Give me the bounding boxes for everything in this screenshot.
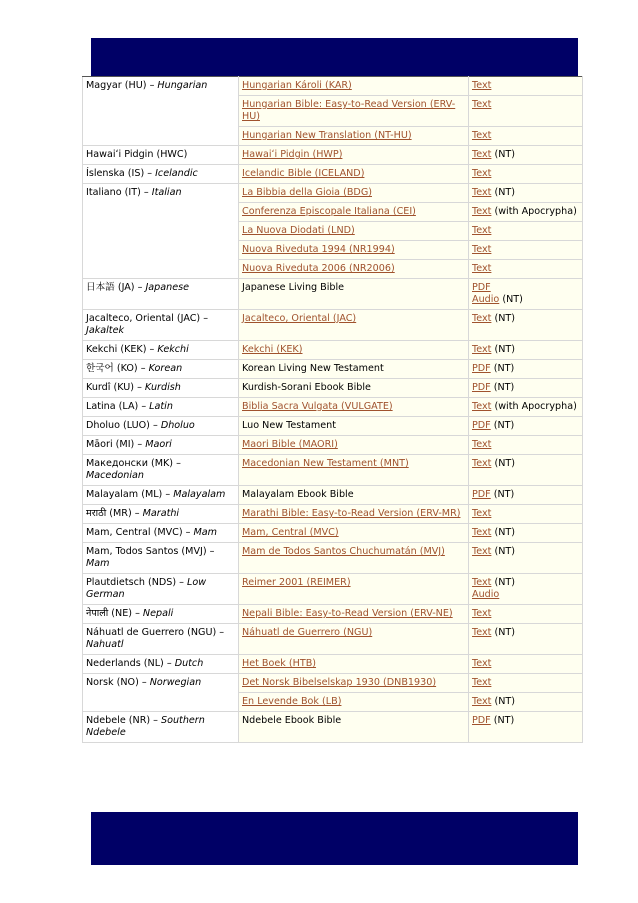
- text-link[interactable]: Text: [472, 149, 492, 160]
- table-row: [83, 165, 583, 184]
- bible-link[interactable]: Mam de Todos Santos Chuchumatán (MVJ): [242, 546, 445, 557]
- format-cell: [469, 417, 583, 436]
- table-row: [83, 341, 583, 360]
- language-cell: [83, 360, 239, 379]
- language-cell: [83, 605, 239, 624]
- language-cell: [83, 310, 239, 341]
- format-cell: [469, 222, 583, 241]
- language-cell: [83, 398, 239, 417]
- bible-link[interactable]: Mam, Central (MVC): [242, 527, 339, 538]
- language-cell: [83, 712, 239, 743]
- language-english-name: Kurdish: [144, 382, 181, 393]
- bible-cell: [239, 486, 469, 505]
- language-name: Plautdietsch (NDS) –: [86, 577, 188, 588]
- text-link[interactable]: Text: [472, 130, 492, 141]
- text-link[interactable]: Text: [472, 401, 492, 412]
- language-english-name: Icelandic: [155, 168, 198, 179]
- language-english-name: Italian: [151, 187, 182, 198]
- language-cell: [83, 655, 239, 674]
- language-english-name: Jakaltek: [86, 325, 125, 336]
- language-cell: [83, 486, 239, 505]
- bible-link[interactable]: Nuova Riveduta 1994 (NR1994): [242, 244, 395, 255]
- bible-cell: [239, 693, 469, 712]
- format-note: (NT): [490, 715, 515, 726]
- language-name: Māori (MI) –: [86, 439, 146, 450]
- format-cell: [469, 341, 583, 360]
- format-note: (NT): [499, 294, 523, 305]
- format-note: (NT): [490, 382, 515, 393]
- language-english-name: Macedonian: [86, 470, 144, 481]
- language-cell: [83, 543, 239, 574]
- format-note: (NT): [491, 458, 515, 469]
- format-cell: [469, 310, 583, 341]
- table-row: [83, 486, 583, 505]
- format-cell: [469, 96, 583, 127]
- format-note: (NT): [491, 577, 515, 588]
- table-row: [83, 624, 583, 655]
- text-link[interactable]: Text: [472, 225, 492, 236]
- text-link[interactable]: Text: [472, 80, 492, 91]
- language-english-name: Norwegian: [149, 677, 202, 688]
- language-english-name: Southern Ndebele: [86, 715, 205, 738]
- language-name: Íslenska (IS) –: [86, 168, 156, 179]
- format-note: (NT): [491, 344, 515, 355]
- text-link[interactable]: Text: [472, 168, 492, 179]
- table-row: [83, 674, 583, 693]
- format-cell: [469, 693, 583, 712]
- text-link[interactable]: Text: [472, 577, 492, 588]
- bible-cell: [239, 436, 469, 455]
- bible-cell: [239, 203, 469, 222]
- format-cell: [469, 712, 583, 743]
- language-name: Náhuatl de Guerrero (NGU) –: [86, 627, 225, 638]
- language-name: Norsk (NO) –: [86, 677, 150, 688]
- table-row: [83, 398, 583, 417]
- bible-link[interactable]: Nepali Bible: Easy-to-Read Version (ERV-NE): [242, 608, 453, 619]
- audio-link[interactable]: Audio: [472, 589, 500, 600]
- bible-cell: [239, 398, 469, 417]
- bible-title: Japanese Living Bible: [242, 282, 345, 293]
- format-note: (NT): [491, 546, 515, 557]
- language-name: Kurdî (KU) –: [86, 382, 145, 393]
- language-cell: [83, 146, 239, 165]
- language-english-name: Nahuatl: [86, 639, 124, 650]
- language-english-name: Marathi: [142, 508, 180, 519]
- bible-title: Kurdish-Sorani Ebook Bible: [242, 382, 371, 393]
- language-name: मराठी (MR) –: [86, 508, 143, 519]
- bible-cell: [239, 674, 469, 693]
- language-name: Ndebele (NR) –: [86, 715, 162, 726]
- table-row: [83, 184, 583, 203]
- format-cell: [469, 543, 583, 574]
- bible-link[interactable]: Conferenza Episcopale Italiana (CEI): [242, 206, 416, 217]
- table-row: [83, 379, 583, 398]
- language-english-name: Dholuo: [160, 420, 195, 431]
- bible-cell: [239, 184, 469, 203]
- language-cell: [83, 279, 239, 310]
- bible-cell: [239, 624, 469, 655]
- language-name: Hawaiʻi Pidgin (HWC): [86, 149, 188, 160]
- bible-link[interactable]: La Bibbia della Gioia (BDG): [242, 187, 372, 198]
- language-name: Mam, Central (MVC) –: [86, 527, 194, 538]
- language-english-name: Japanese: [145, 282, 189, 293]
- language-cell: [83, 524, 239, 543]
- language-name: Italiano (IT) –: [86, 187, 152, 198]
- bible-link[interactable]: Nuova Riveduta 2006 (NR2006): [242, 263, 395, 274]
- format-cell: [469, 184, 583, 203]
- bible-cell: [239, 543, 469, 574]
- language-english-name: Hungarian: [157, 80, 208, 91]
- format-cell: [469, 398, 583, 417]
- bible-link[interactable]: Hungarian New Translation (NT-HU): [242, 130, 412, 141]
- format-note: (NT): [490, 489, 515, 500]
- bible-link[interactable]: Het Boek (HTB): [242, 658, 317, 669]
- pdf-link[interactable]: PDF: [472, 363, 491, 374]
- table-row: [83, 574, 583, 605]
- language-cell: [83, 379, 239, 398]
- bible-cell: [239, 341, 469, 360]
- format-cell: [469, 360, 583, 379]
- language-name: Mam, Todos Santos (MVJ) –: [86, 546, 215, 557]
- language-english-name: Low German: [86, 577, 207, 600]
- format-cell: [469, 146, 583, 165]
- table-row: [83, 146, 583, 165]
- format-cell: [469, 524, 583, 543]
- text-link[interactable]: Text: [472, 696, 492, 707]
- language-name: 日本語 (JA) –: [86, 282, 146, 293]
- language-english-name: Dutch: [174, 658, 204, 669]
- bible-link[interactable]: Icelandic Bible (ICELAND): [242, 168, 365, 179]
- bible-link[interactable]: Kekchi (KEK): [242, 344, 303, 355]
- table-row: [83, 524, 583, 543]
- text-link[interactable]: Text: [472, 206, 492, 217]
- bible-cell: [239, 77, 469, 96]
- format-note: (NT): [491, 313, 515, 324]
- language-english-name: Mam: [193, 527, 218, 538]
- language-english-name: Korean: [148, 363, 183, 374]
- text-link[interactable]: Text: [472, 627, 492, 638]
- footer-band: [91, 812, 578, 865]
- bible-link[interactable]: Macedonian New Testament (MNT): [242, 458, 409, 469]
- format-cell: [469, 436, 583, 455]
- language-english-name: Maori: [145, 439, 172, 450]
- bible-cell: [239, 505, 469, 524]
- format-cell: [469, 574, 583, 605]
- pdf-link[interactable]: PDF: [472, 282, 491, 293]
- bible-cell: [239, 222, 469, 241]
- language-english-name: Latin: [149, 401, 173, 412]
- format-note: (NT): [491, 627, 515, 638]
- bible-link[interactable]: Náhuatl de Guerrero (NGU): [242, 627, 373, 638]
- language-cell: [83, 417, 239, 436]
- bible-link[interactable]: Maori Bible (MAORI): [242, 439, 338, 450]
- language-name: Jacalteco, Oriental (JAC) –: [86, 313, 209, 324]
- bible-translations-table: [82, 76, 583, 743]
- text-link[interactable]: Text: [472, 508, 492, 519]
- bible-cell: [239, 127, 469, 146]
- header-band: [91, 38, 578, 76]
- table-row: [83, 310, 583, 341]
- bible-link[interactable]: Hungarian Károli (KAR): [242, 80, 352, 91]
- format-cell: [469, 77, 583, 96]
- text-link[interactable]: Text: [472, 658, 492, 669]
- format-cell: [469, 505, 583, 524]
- table-row: [83, 655, 583, 674]
- bible-link[interactable]: La Nuova Diodati (LND): [242, 225, 355, 236]
- bible-cell: [239, 524, 469, 543]
- language-cell: [83, 165, 239, 184]
- format-note: (NT): [490, 363, 515, 374]
- language-name: Latina (LA) –: [86, 401, 150, 412]
- format-note: (with Apocrypha): [491, 206, 577, 217]
- language-cell: [83, 184, 239, 279]
- bible-link[interactable]: Hungarian Bible: Easy-to-Read Version (ERV-HU): [242, 99, 456, 122]
- text-link[interactable]: Text: [472, 546, 492, 557]
- bible-cell: [239, 712, 469, 743]
- table-row: [83, 605, 583, 624]
- pdf-link[interactable]: PDF: [472, 715, 491, 726]
- pdf-link[interactable]: PDF: [472, 489, 491, 500]
- bible-title: Luo New Testament: [242, 420, 337, 431]
- format-note: (NT): [491, 527, 515, 538]
- bible-link[interactable]: En Levende Bok (LB): [242, 696, 342, 707]
- language-name: Македонски (MK) –: [86, 458, 181, 469]
- format-cell: [469, 203, 583, 222]
- bible-link[interactable]: Biblia Sacra Vulgata (VULGATE): [242, 401, 393, 412]
- text-link[interactable]: Text: [472, 608, 492, 619]
- bible-link[interactable]: Jacalteco, Oriental (JAC): [242, 313, 357, 324]
- bible-link[interactable]: Hawaiʻi Pidgin (HWP): [242, 149, 343, 160]
- pdf-link[interactable]: PDF: [472, 420, 491, 431]
- format-cell: [469, 165, 583, 184]
- format-cell: [469, 455, 583, 486]
- format-cell: [469, 279, 583, 310]
- pdf-link[interactable]: PDF: [472, 382, 491, 393]
- format-cell: [469, 674, 583, 693]
- format-cell: [469, 624, 583, 655]
- bible-title: Korean Living New Testament: [242, 363, 384, 374]
- text-link[interactable]: Text: [472, 344, 492, 355]
- audio-link[interactable]: Audio: [472, 294, 500, 305]
- bible-cell: [239, 279, 469, 310]
- table-row: [83, 543, 583, 574]
- language-english-name: Mam: [86, 558, 110, 569]
- bible-cell: [239, 146, 469, 165]
- table-row: [83, 712, 583, 743]
- language-name: Malayalam (ML) –: [86, 489, 174, 500]
- bible-title: Ndebele Ebook Bible: [242, 715, 342, 726]
- bible-cell: [239, 455, 469, 486]
- bible-title: Malayalam Ebook Bible: [242, 489, 354, 500]
- table-row: [83, 77, 583, 96]
- bible-cell: [239, 165, 469, 184]
- format-note: (with Apocrypha): [491, 401, 577, 412]
- format-cell: [469, 486, 583, 505]
- language-cell: [83, 77, 239, 146]
- bible-cell: [239, 360, 469, 379]
- bible-link[interactable]: Reimer 2001 (REIMER): [242, 577, 351, 588]
- bible-cell: [239, 574, 469, 605]
- table-row: [83, 505, 583, 524]
- text-link[interactable]: Text: [472, 263, 492, 274]
- bible-link[interactable]: Marathi Bible: Easy-to-Read Version (ERV-MR): [242, 508, 461, 519]
- bible-cell: [239, 379, 469, 398]
- text-link[interactable]: Text: [472, 677, 492, 688]
- format-cell: [469, 655, 583, 674]
- text-link[interactable]: Text: [472, 244, 492, 255]
- language-name: Nederlands (NL) –: [86, 658, 175, 669]
- language-cell: [83, 505, 239, 524]
- language-name: Dholuo (LUO) –: [86, 420, 161, 431]
- table-row: [83, 455, 583, 486]
- bible-cell: [239, 241, 469, 260]
- bible-cell: [239, 417, 469, 436]
- bible-link[interactable]: Det Norsk Bibelselskap 1930 (DNB1930): [242, 677, 437, 688]
- language-cell: [83, 574, 239, 605]
- bible-cell: [239, 96, 469, 127]
- format-cell: [469, 127, 583, 146]
- language-cell: [83, 624, 239, 655]
- bible-cell: [239, 260, 469, 279]
- bible-cell: [239, 310, 469, 341]
- language-name: Magyar (HU) –: [86, 80, 158, 91]
- table-row: [83, 417, 583, 436]
- language-name: 한국어 (KO) –: [86, 363, 149, 374]
- language-english-name: Nepali: [142, 608, 174, 619]
- format-note: (NT): [491, 187, 515, 198]
- format-cell: [469, 605, 583, 624]
- text-link[interactable]: Text: [472, 313, 492, 324]
- language-name: Kekchi (KEK) –: [86, 344, 158, 355]
- language-cell: [83, 341, 239, 360]
- language-name: नेपाली (NE) –: [86, 608, 143, 619]
- table-row: [83, 360, 583, 379]
- language-english-name: Malayalam: [173, 489, 226, 500]
- language-cell: [83, 674, 239, 712]
- text-link[interactable]: Text: [472, 187, 492, 198]
- bible-cell: [239, 655, 469, 674]
- format-cell: [469, 379, 583, 398]
- language-cell: [83, 455, 239, 486]
- language-english-name: Kekchi: [157, 344, 189, 355]
- format-cell: [469, 241, 583, 260]
- format-note: (NT): [491, 149, 515, 160]
- format-note: (NT): [491, 696, 515, 707]
- text-link[interactable]: Text: [472, 458, 492, 469]
- text-link[interactable]: Text: [472, 99, 492, 110]
- table-row: [83, 436, 583, 455]
- language-cell: [83, 436, 239, 455]
- text-link[interactable]: Text: [472, 439, 492, 450]
- text-link[interactable]: Text: [472, 527, 492, 538]
- format-cell: [469, 260, 583, 279]
- table-row: [83, 279, 583, 310]
- bible-cell: [239, 605, 469, 624]
- format-note: (NT): [490, 420, 515, 431]
